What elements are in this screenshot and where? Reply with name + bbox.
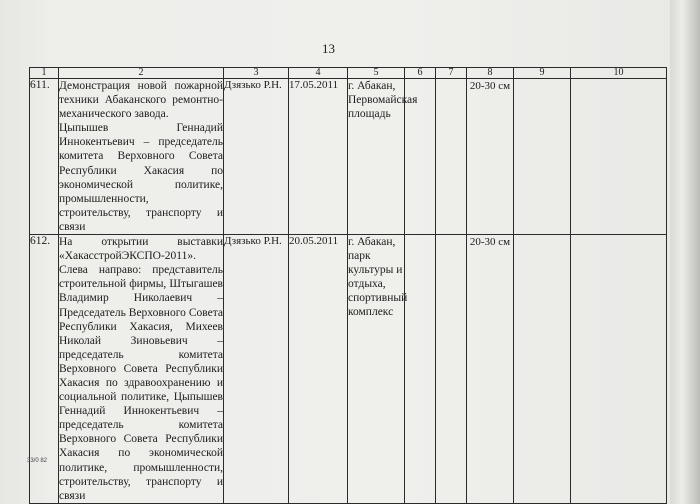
header-col-10: 10 [571, 68, 667, 79]
header-row [30, 68, 667, 79]
row-col-7 [436, 79, 467, 235]
header-col-8: 8 [467, 68, 514, 79]
register-table [29, 67, 667, 504]
row-col-10 [571, 79, 667, 235]
row-col-10 [571, 235, 667, 504]
row-author: Дзязько Р.Н. [224, 235, 289, 504]
row-date: 17.05.2011 [289, 79, 348, 235]
row-number: 611. [30, 79, 59, 235]
description-title: На открытии выставки «ХакасстройЭКСПО-2011». [59, 236, 223, 263]
row-size: 20-30 см [467, 79, 514, 235]
row-date: 20.05.2011 [289, 235, 348, 504]
description-detail: Цыпышев Геннадий Иннокентьевич – председатель комитета Верховного Совета Республики Хакасия по экономической политике, промышленности, строительству, транспорту и связи [59, 122, 223, 233]
header-col-4: 4 [289, 68, 348, 79]
header-col-7: 7 [436, 68, 467, 79]
row-col-7 [436, 235, 467, 504]
header-col-9: 9 [514, 68, 571, 79]
header-col-6: 6 [405, 68, 436, 79]
header-col-1: 1 [30, 68, 59, 79]
row-description [59, 79, 224, 235]
row-number: 612. [30, 235, 59, 504]
row-size: 20-30 см [467, 235, 514, 504]
next-page-edge [670, 0, 700, 504]
row-col-9 [514, 79, 571, 235]
header-col-3: 3 [224, 68, 289, 79]
row-description [59, 235, 224, 504]
row-place: г. Абакан, Первомайская площадь [348, 79, 405, 235]
header-col-2: 2 [59, 68, 224, 79]
page-number: 13 [322, 41, 335, 56]
header-col-5: 5 [348, 68, 405, 79]
table-row [30, 79, 667, 235]
description-detail: Слева направо: представитель строительной фирмы, Штыгашев Владимир Николаевич – Председатель Верховного Совета Республики Хакасия, Михеев Николай Зиновьевич – председатель комитета Верховного Совета Республики Хакасия по здравоохранению и социальной политике, Цыпышев Геннадий Иннокентьевич – председатель комитета Верховного Совета Республики Хакасия по экономической политике, промышленности, строительству, транспорту и связи [59, 264, 223, 502]
row-col-9 [514, 235, 571, 504]
side-note: 33/0 82 [27, 458, 48, 464]
row-place: г. Абакан, парк культуры и отдыха, спортивный комплекс [348, 235, 405, 504]
row-col-6 [405, 235, 436, 504]
description-title: Демонстрация новой пожарной техники Абаканского ремонтно-механического завода. [59, 80, 223, 121]
row-author: Дзязько Р.Н. [224, 79, 289, 235]
table-row [30, 235, 667, 504]
